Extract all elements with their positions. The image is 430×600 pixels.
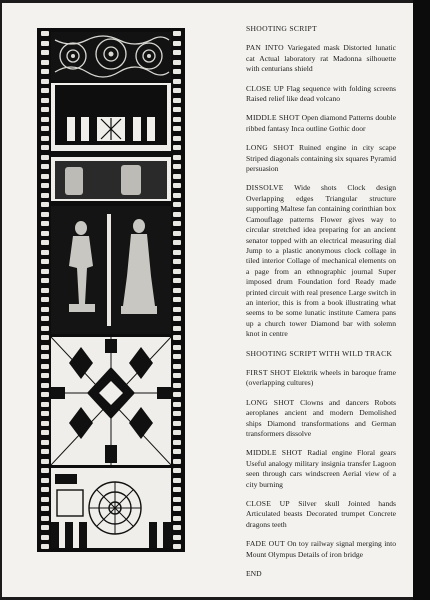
sprocket-hole [41,240,49,245]
sprocket-holes-right [173,28,181,552]
shot-cue: FADE OUT [246,539,285,549]
sprocket-hole [41,107,49,112]
sprocket-hole [173,117,181,122]
sprocket-hole [41,269,49,274]
sprocket-hole [41,250,49,255]
sprocket-hole [41,221,49,226]
frame-star-pattern [51,337,171,465]
shot-description: Wide shots Clock design Overlapping edges Triangular structure supporting Maltese fan containing corinthian box Camouflage patterns Flower gives way to circular stretched idea preparing for an ancient senator topped with an electrical measuring dial Jump to a plastic anonymous clock collage in tiled interior Collage of mechanical elements on a page from an ethnographic journal Super imposed drum Foundation ford Ready made printed circuit with real presence Large switch in an interior, this is from a book illustrating what seems to be some lunatic institute Camera pans up a church tower Diamond bar with solemn knot in centre [246,183,396,339]
shot-description: Variegated mask Distorted lunatic cat Actual laboratory rat Madonna silhouette with centurians shield [246,43,396,74]
star-pattern-image [51,337,171,465]
sprocket-hole [41,145,49,150]
sprocket-hole [41,41,49,46]
shot-cue: CLOSE UP [246,499,290,509]
film-strip [37,28,185,552]
sprocket-hole [173,136,181,141]
sprocket-hole [173,164,181,169]
sprocket-hole [41,497,49,502]
statues-image [51,206,171,334]
sprocket-hole [173,88,181,93]
sprocket-hole [173,478,181,483]
sprocket-hole [173,525,181,530]
sprocket-hole [173,335,181,340]
shot-description: Ruined engine in city scape Striped diagonals containing six squares Pyramid persuasion [246,143,396,174]
sprocket-hole [41,516,49,521]
sprocket-hole [173,269,181,274]
sprocket-hole [41,297,49,302]
sprocket-hole [41,88,49,93]
sprocket-hole [173,345,181,350]
sprocket-hole [173,50,181,55]
sprocket-hole [41,259,49,264]
shot-cue: MIDDLE SHOT [246,113,300,123]
script-entry [246,113,396,134]
sprocket-hole [173,430,181,435]
frame-ornament [51,32,171,80]
sprocket-hole [41,288,49,293]
sprocket-hole [173,107,181,112]
sprocket-hole [173,212,181,217]
sprocket-hole [41,193,49,198]
sprocket-hole [41,231,49,236]
sprocket-hole [41,411,49,416]
script-entry [246,368,396,389]
shot-cue: DISSOLVE [246,183,284,193]
sprocket-hole [173,392,181,397]
sprocket-hole [173,145,181,150]
sprocket-hole [173,544,181,549]
shot-description: On toy railway signal merging into Mount Olympus Details of iron bridge [246,539,397,559]
sprocket-hole [173,79,181,84]
script-entry [246,183,396,339]
sprocket-hole [41,155,49,160]
shot-description: Radial engine Floral gears Useful analogy military insignia transfer Lagoon seen through cars windscreen Aerial view of a city burning [246,448,396,489]
sprocket-hole [41,478,49,483]
script-entry [246,448,396,490]
sprocket-holes-left [41,28,49,552]
sprocket-hole [173,297,181,302]
sprocket-hole [173,487,181,492]
sprocket-hole [41,525,49,530]
frame-statues [51,206,171,334]
sprocket-hole [173,288,181,293]
sprocket-hole [173,193,181,198]
sprocket-hole [41,164,49,169]
sprocket-hole [173,421,181,426]
sprocket-hole [173,98,181,103]
sprocket-hole [41,326,49,331]
sprocket-hole [173,307,181,312]
heading-shooting-script-wild-track: SHOOTING SCRIPT WITH WILD TRACK [246,348,393,358]
sprocket-hole [173,459,181,464]
sprocket-hole [173,126,181,131]
sprocket-hole [41,98,49,103]
sprocket-hole [41,50,49,55]
sprocket-hole [41,421,49,426]
sprocket-hole [41,373,49,378]
sprocket-hole [41,506,49,511]
sprocket-hole [41,345,49,350]
sprocket-hole [41,316,49,321]
sprocket-hole [41,335,49,340]
sprocket-hole [173,364,181,369]
shot-cue: FIRST SHOT [246,367,291,377]
dark-margin [413,0,430,600]
sprocket-hole [173,468,181,473]
shot-cue: CLOSE UP [246,83,284,93]
sprocket-hole [173,506,181,511]
sprocket-hole [41,449,49,454]
sprocket-hole [41,487,49,492]
sprocket-hole [173,316,181,321]
sprocket-hole [173,250,181,255]
shot-cue: PAN INTO [246,43,284,53]
shot-description: Open diamond Patterns double ribbed fantasy Inca outline Gothic door [246,113,396,133]
sprocket-hole [41,364,49,369]
sprocket-hole [41,174,49,179]
sprocket-hole [173,240,181,245]
sprocket-hole [173,535,181,540]
script-entry [246,143,396,174]
sprocket-hole [173,326,181,331]
heading-shooting-script: SHOOTING SCRIPT [246,24,317,33]
sprocket-hole [41,354,49,359]
shot-cue: LONG SHOT [246,397,295,407]
sprocket-hole [173,174,181,179]
sprocket-hole [173,231,181,236]
ornament-image [51,32,171,80]
sprocket-hole [41,535,49,540]
sprocket-hole [41,136,49,141]
sprocket-hole [173,155,181,160]
sprocket-hole [41,430,49,435]
sprocket-hole [41,212,49,217]
sprocket-hole [173,259,181,264]
shot-cue: MIDDLE SHOT [246,448,303,458]
sprocket-hole [173,202,181,207]
frame-temple [51,83,171,201]
script-entry [246,398,396,440]
shot-cue: LONG SHOT [246,143,294,153]
sprocket-hole [41,69,49,74]
sprocket-hole [173,449,181,454]
frame-machinery [51,468,171,548]
sprocket-hole [41,392,49,397]
script-text-column [246,24,396,579]
sprocket-hole [41,440,49,445]
sprocket-hole [173,183,181,188]
shot-description: Flag sequence with folding screens Raised relief like dead volcano [246,83,396,104]
sprocket-hole [41,459,49,464]
sprocket-hole [173,41,181,46]
sprocket-hole [173,221,181,226]
sprocket-hole [41,307,49,312]
script-entry [246,499,396,530]
sprocket-hole [41,117,49,122]
temple-image [51,83,171,201]
script-entry [246,539,396,560]
sprocket-hole [173,31,181,36]
sprocket-hole [173,383,181,388]
sprocket-hole [173,402,181,407]
sprocket-hole [173,354,181,359]
sprocket-hole [173,60,181,65]
sprocket-hole [41,383,49,388]
sprocket-hole [41,126,49,131]
sprocket-hole [173,516,181,521]
sprocket-hole [41,183,49,188]
sprocket-hole [41,468,49,473]
sprocket-hole [41,60,49,65]
script-entry [246,43,396,74]
sprocket-hole [41,202,49,207]
sprocket-hole [173,411,181,416]
machinery-image [51,468,171,548]
end-label: END [246,569,262,579]
sprocket-hole [41,402,49,407]
sprocket-hole [41,31,49,36]
shot-description: Elektrik wheels in baroque frame (overlapping cultures) [246,367,396,388]
sprocket-hole [173,440,181,445]
sprocket-hole [41,278,49,283]
shot-description: Clowns and dancers Robots aeroplanes ancient and modern Demolished ships Diamond transformations and German transformers dissolve [246,397,397,438]
sprocket-hole [41,544,49,549]
shot-description: Silver skull Jointed hands Articulated beasts Decorated trumpet Concrete dragons teeth [246,499,396,529]
sprocket-hole [173,69,181,74]
sprocket-hole [173,497,181,502]
sprocket-hole [173,278,181,283]
sprocket-hole [41,79,49,84]
sprocket-hole [173,373,181,378]
script-entry [246,84,396,105]
